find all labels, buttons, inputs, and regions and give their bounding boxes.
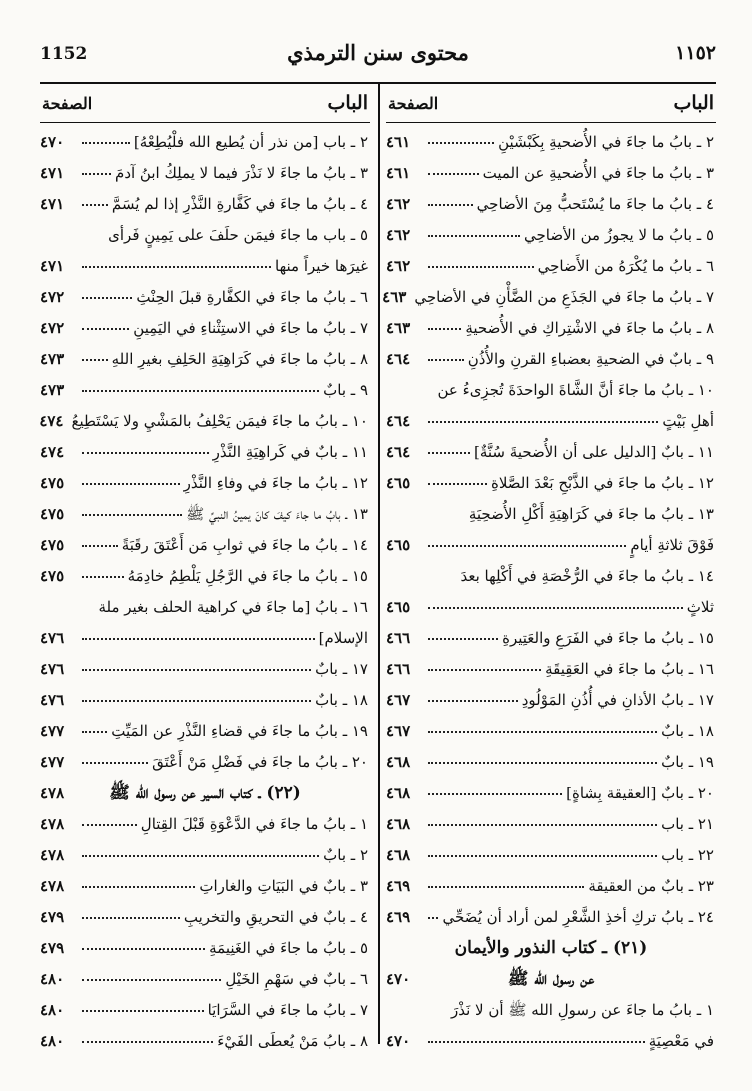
dot-leader (428, 886, 584, 888)
dot-leader (82, 886, 195, 888)
entry-page-number: ٤٧٠ (386, 1032, 411, 1050)
toc-list (382, 127, 716, 1057)
entry-page-number: ٤٧٨ (40, 846, 65, 864)
dot-leader (428, 421, 658, 423)
entry-page-number: ٤٦٥ (386, 474, 411, 492)
entry-page-number: ٤٧٧ (40, 722, 65, 740)
toc-list (40, 127, 370, 1057)
entry-title: ٢ ـ باب [من نذر أن يُطيع الله فلْيُطِعْهُ] (133, 133, 368, 151)
dot-leader (82, 452, 209, 454)
entry-title: غيرَها خيراً منها (275, 257, 368, 275)
toc-entry (386, 840, 716, 871)
toc-entry (40, 809, 370, 840)
dot-leader (82, 700, 311, 702)
dot-leader (82, 576, 124, 578)
heading-bab: الباب (327, 92, 368, 114)
dot-leader (82, 545, 118, 547)
entry-title: ٧ ـ بابُ ما جاءَ في الاستِثْناءِ في اليَمِينِ (133, 319, 368, 337)
entry-title: ٢٢ ـ باب (661, 846, 714, 864)
toc-entry (40, 530, 370, 561)
entry-title: ٢ ـ بابٌ (323, 846, 368, 864)
toc-entry (386, 344, 716, 375)
dot-leader (82, 142, 130, 144)
toc-entry (382, 282, 716, 313)
entry-page-number: ٤٧٩ (40, 939, 65, 957)
toc-entry (40, 313, 370, 344)
entry-title: ٦ ـ بابُ ما جاءَ في الكفَّارةِ قبلَ الحِنْثِ (136, 288, 368, 306)
entry-page-number: ٤٦٤ (386, 412, 411, 430)
entry-page-number: ٤٦٢ (386, 257, 411, 275)
column-separator (378, 84, 380, 1044)
entry-page-number: ٤٧٤ (39, 412, 64, 430)
entry-title: ٩ ـ بابٌ في الضحيةِ بعضباءِ القرنِ والأُذُنِ (467, 350, 714, 368)
entry-title: الإسلام] (318, 629, 368, 647)
entry-page-number: ٤٧٨ (40, 784, 65, 802)
entry-title: ١٠ ـ بابُ ما جاءَ أنَّ الشَّاةَ الواحدَةَ تُجزِىءُ عن (437, 381, 714, 399)
toc-entry (40, 747, 370, 778)
column-header (40, 88, 370, 123)
toc-entry (40, 437, 370, 468)
toc-entry (40, 716, 370, 747)
toc-entry (386, 685, 716, 716)
entry-page-number: ٤٧٥ (40, 536, 65, 554)
dot-leader (428, 235, 520, 237)
dot-leader (428, 142, 494, 144)
entry-page-number: ٤٧٥ (40, 474, 65, 492)
toc-entry (386, 437, 716, 468)
entry-title: ٣ ـ بابُ ما جاءَ في الأُضحيةِ عن الميت (482, 164, 714, 182)
toc-entry (40, 375, 370, 406)
entry-page-number: ٤٦٢ (386, 195, 411, 213)
entry-page-number: ٤٧٥ (40, 567, 65, 585)
entry-page-number: ٤٧٦ (40, 691, 65, 709)
toc-entry (40, 561, 370, 592)
entry-page-number: ٤٦٥ (386, 598, 411, 616)
entry-title: ٥ ـ بابُ ما لا يجوزُ من الأضاحِي (524, 226, 714, 244)
dot-leader (82, 514, 182, 516)
entry-page-number: ٤٧٨ (40, 815, 65, 833)
section-heading (386, 933, 716, 964)
toc-column-left (40, 88, 370, 1057)
section-heading (40, 778, 370, 809)
dot-leader (428, 700, 518, 702)
toc-entry (386, 778, 716, 809)
dot-leader (82, 824, 137, 826)
toc-entry (386, 747, 716, 778)
entry-page-number: ٤٦٨ (386, 815, 411, 833)
entry-title: ٤ ـ بابُ ما جاءَ في كَفَّارةِ النَّذْرِ إذا لم يُسَمَّ (111, 195, 368, 213)
entry-page-number: ٤٦٧ (386, 722, 411, 740)
toc-entry (40, 964, 370, 995)
entry-title: ٢٤ ـ بابُ تركِ أخذِ الشَّعْرِ لمن أراد أن يُضَحِّي (442, 908, 714, 926)
entry-page-number: ٤٦٦ (386, 629, 411, 647)
heading-page: الصفحة (388, 94, 439, 113)
toc-entry (40, 344, 370, 375)
toc-entry (40, 840, 370, 871)
dot-leader (428, 173, 479, 175)
entry-title: ٨ ـ بابُ ما جاءَ في الاشْتِراكِ في الأُضحيةِ (465, 319, 714, 337)
toc-entry (386, 623, 716, 654)
toc-entry (40, 933, 370, 964)
entry-page-number: ٤٦٨ (386, 846, 411, 864)
toc-entry (386, 530, 716, 561)
dot-leader (82, 483, 180, 485)
entry-title: ١٧ ـ بابُ الأذانِ في أُذُنِ المَوْلُودِ (521, 691, 714, 709)
entry-title: أهلِ بَيْتٍ (662, 412, 714, 430)
entry-title: ٨ ـ بابُ مَنْ يُعطَى الفَيْءَ (217, 1032, 368, 1050)
dot-leader (82, 731, 107, 733)
entry-page-number: ٤٦٥ (386, 536, 411, 554)
entry-title: ٢٠ ـ بابٌ [العقيقة بِشاةٍ] (566, 784, 714, 802)
entry-page-number: ٤٦٤ (386, 443, 411, 461)
dot-leader (82, 359, 108, 361)
entry-title: ٣ ـ بابُ ما جاءَ لا نَذْرَ فيما لا يملِكُ ابنُ آدمَ (115, 164, 368, 182)
entry-title: ٧ ـ بابُ ما جاءَ في الجَذَعِ من الضَّأْنِ في الأضاحِي (414, 288, 714, 306)
entry-title: عن رسول الله ﷺ (507, 969, 595, 989)
entry-page-number: ٤٧٠ (386, 970, 411, 988)
entry-page-number: ٤٧١ (40, 257, 65, 275)
dot-leader (428, 731, 657, 733)
entry-title: ١٢ ـ بابُ ما جاءَ في وفاءِ النَّذْرِ (183, 474, 368, 492)
entry-title: ١٦ ـ بابُ [ما جاءَ في كراهية الحلف بغير ملة (98, 598, 368, 616)
dot-leader (82, 638, 315, 640)
entry-title: ١ ـ بابُ ما جاءَ عن رسولِ الله ﷺ أن لا نَذْرَ (451, 1001, 714, 1019)
entry-title: ٤ ـ بابٌ في التحريقِ والتخريبِ (183, 908, 368, 926)
dot-leader (428, 855, 657, 857)
toc-entry (386, 220, 716, 251)
entry-title: ١٣ ـ بابُ ما جاءَ في كَرَاهِيَةِ أَكْلِ الأُضحِيَةِ (468, 505, 714, 523)
entry-title: ١١ ـ بابٌ [الدليل على أن الأُضحيةَ سُنَّةٌ] (474, 443, 714, 461)
entry-title: ١٩ ـ بابُ ما جاءَ في قضاءِ النَّذْرِ عن المَيِّتِ (111, 722, 368, 740)
entry-page-number: ٤٧٢ (40, 288, 65, 306)
entry-title: ٨ ـ بابُ ما جاءَ في كَرَاهِيَةِ الحَلِفِ بغيرِ اللهِ (111, 350, 368, 368)
entry-title: في مَعْصِيَةٍ (648, 1032, 714, 1050)
toc-column-right (382, 88, 716, 1057)
toc-entry (386, 313, 716, 344)
page-title: محتوى سنن الترمذي (287, 40, 469, 65)
entry-title: ١١ ـ بابٌ في كَراهِيَةِ النَّذْرِ (212, 443, 368, 461)
entry-title: ١٦ ـ بابُ ما جاءَ في العَقِيقَةِ (545, 660, 714, 678)
entry-title: ٢ ـ بابُ ما جاءَ في الأُضحيةِ بِكَبْشَيْنِ (498, 133, 714, 151)
entry-page-number: ٤٦١ (386, 164, 411, 182)
dot-leader (82, 266, 271, 268)
dot-leader (82, 669, 311, 671)
entry-title: ٢١ ـ باب (661, 815, 714, 833)
entry-page-number: ٤٧١ (40, 164, 65, 182)
toc-entry (386, 654, 716, 685)
entry-title: ٧ ـ بابُ ما جاءَ في السَّرَايَا (207, 1001, 368, 1019)
dot-leader (428, 917, 438, 919)
toc-entry (386, 127, 716, 158)
entry-title: ١٥ ـ بابُ ما جاءَ في الرَّجُلِ يَلْطِمُ خادِمَهُ (127, 567, 368, 585)
toc-entry (40, 623, 370, 654)
entry-page-number: ٤٦٤ (386, 350, 411, 368)
dot-leader (82, 1010, 204, 1012)
toc-entry (40, 468, 370, 499)
entry-title: ١٤ ـ بابُ ما جاءَ في ثوابِ مَن أَعْتَقَ رقَبَةً (121, 536, 368, 554)
entry-page-number: ٤٦٩ (386, 877, 411, 895)
entry-page-number: ٤٧٧ (40, 753, 65, 771)
dot-leader (428, 328, 461, 330)
entry-title: ١٢ ـ بابُ ما جاءَ في الذَّبْحِ بَعْدَ الصَّلاةِ (490, 474, 714, 492)
entry-page-number: ٤٦١ (386, 133, 411, 151)
entry-title: ١٧ ـ بابٌ (315, 660, 368, 678)
dot-leader (82, 390, 319, 392)
dot-leader (82, 328, 129, 330)
toc-entry (40, 251, 370, 282)
entry-page-number: ٤٧١ (40, 195, 65, 213)
entry-page-number: ٤٧٤ (40, 443, 65, 461)
toc-entry (386, 499, 716, 530)
entry-title: (٢٢) ـ كتاب السير عن رسول الله ﷺ (109, 783, 301, 803)
toc-entry (386, 809, 716, 840)
entry-title: ١٩ ـ بابٌ (661, 753, 714, 771)
entry-page-number: ٤٦٧ (386, 691, 411, 709)
dot-leader (82, 948, 205, 950)
toc-entry (40, 189, 370, 220)
page-number-arabic: ١١٥٢ (675, 42, 716, 64)
entry-title: ١٨ ـ بابٌ (315, 691, 368, 709)
entry-page-number: ٤٧٣ (40, 350, 65, 368)
entry-title: ثلاثٍ (686, 598, 714, 616)
dot-leader (82, 917, 180, 919)
dot-leader (82, 979, 221, 981)
toc-entry (386, 902, 716, 933)
entry-title: ١٠ ـ بابُ ما جاءَ فيمَن يَحْلِفُ بالمَشْيِ ولا يَسْتَطِيعُ (71, 412, 368, 430)
entry-title: ٩ ـ بابٌ (323, 381, 368, 399)
dot-leader (428, 266, 534, 268)
entry-page-number: ٤٧٠ (40, 133, 65, 151)
entry-page-number: ٤٦٩ (386, 908, 411, 926)
dot-leader (428, 359, 464, 361)
entry-title: (٢١) ـ كتاب النذور والأيمان (454, 938, 648, 958)
entry-page-number: ٤٧٦ (40, 629, 65, 647)
entry-page-number: ٤٧٦ (40, 660, 65, 678)
dot-leader (428, 762, 657, 764)
entry-page-number: ٤٧٣ (40, 381, 65, 399)
toc-entry (386, 716, 716, 747)
toc-entry (386, 189, 716, 220)
entry-page-number: ٤٦٨ (386, 753, 411, 771)
entry-page-number: ٤٨٠ (40, 1001, 65, 1019)
dot-leader (82, 297, 132, 299)
entry-page-number: ٤٦٣ (386, 319, 411, 337)
entry-page-number: ٤٦٨ (386, 784, 411, 802)
toc-entry (386, 158, 716, 189)
dot-leader (428, 545, 626, 547)
dot-leader (82, 204, 108, 206)
entry-page-number: ٤٧٥ (40, 505, 65, 523)
entry-title: فَوْقَ ثلاثةِ أيامٍ (630, 536, 714, 554)
section-heading (386, 964, 716, 995)
entry-title: ٢٠ ـ بابُ ما جاءَ في فَضْلِ مَنْ أَعْتَقَ (152, 753, 368, 771)
entry-title: ٦ ـ بابُ ما يُكْرَهُ من الأَضاحِي (537, 257, 714, 275)
dot-leader (428, 793, 562, 795)
entry-title: ٥ ـ باب ما جاءَ فيمَن حلَفَ على يَمِينٍ فَرأى (108, 226, 368, 244)
entry-title: ١٣ ـ بابُ ما جاءَ كيفَ كانَ يمينُ النبيِّ ﷺ (186, 505, 368, 523)
toc-entry (386, 592, 716, 623)
entry-title: ٦ ـ بابٌ في سَهْمِ الخَيْلِ (225, 970, 368, 988)
toc-entry (386, 1026, 716, 1057)
toc-entry (386, 995, 716, 1026)
toc-entry (40, 127, 370, 158)
toc-entry (40, 871, 370, 902)
entry-page-number: ٤٨٠ (40, 970, 65, 988)
toc-entry (40, 654, 370, 685)
toc-entry (386, 468, 716, 499)
toc-entry (40, 592, 370, 623)
dot-leader (428, 669, 541, 671)
dot-leader (428, 204, 473, 206)
entry-page-number: ٤٧٢ (40, 319, 65, 337)
heading-page: الصفحة (42, 94, 93, 113)
toc-entry (40, 282, 370, 313)
dot-leader (428, 638, 498, 640)
entry-page-number: ٤٦٢ (386, 226, 411, 244)
entry-page-number: ٤٧٨ (40, 877, 65, 895)
entry-title: ٣ ـ بابٌ في البَيَاتِ والغاراتِ (199, 877, 368, 895)
toc-entry (386, 251, 716, 282)
toc-entry (40, 158, 370, 189)
dot-leader (428, 452, 470, 454)
toc-entry (40, 406, 370, 437)
dot-leader (428, 483, 487, 485)
toc-entry (40, 685, 370, 716)
entry-title: ٤ ـ بابُ ما جاءَ ما يُسْتَحبُّ مِنَ الأضاحِي (476, 195, 714, 213)
toc-entry (40, 995, 370, 1026)
entry-page-number: ٤٦٦ (386, 660, 411, 678)
dot-leader (82, 1041, 213, 1043)
page-header (40, 40, 716, 80)
page-number-latin: 1152 (40, 44, 88, 64)
dot-leader (82, 173, 111, 175)
toc-entry (40, 902, 370, 933)
toc-entry (386, 871, 716, 902)
dot-leader (82, 762, 148, 764)
entry-title: ١٥ ـ بابُ ما جاءَ في الفَرَعِ والعَتِيرةِ (502, 629, 714, 647)
heading-bab: الباب (673, 92, 714, 114)
entry-title: ١ ـ بابُ ما جاءَ في الدَّعْوَةِ قَبْلَ القِتالِ (140, 815, 368, 833)
dot-leader (428, 1041, 645, 1043)
entry-page-number: ٤٧٩ (40, 908, 65, 926)
dot-leader (428, 824, 657, 826)
toc-entry (386, 406, 716, 437)
entry-page-number: ٤٦٣ (382, 288, 407, 306)
entry-page-number: ٤٨٠ (40, 1032, 65, 1050)
entry-title: ١٨ ـ بابٌ (661, 722, 714, 740)
toc-entry (40, 220, 370, 251)
entry-title: ٥ ـ بابُ ما جاءَ في الغَنِيمَةِ (209, 939, 368, 957)
entry-title: ١٤ ـ بابُ ما جاءَ في الرُّخْصَةِ في أَكْلِها بعدَ (460, 567, 714, 585)
toc-entry (386, 561, 716, 592)
toc-entry (386, 375, 716, 406)
toc-entry (40, 1026, 370, 1057)
entry-title: ٢٣ ـ بابٌ من العقيقة (588, 877, 714, 895)
dot-leader (82, 855, 319, 857)
dot-leader (428, 607, 683, 609)
toc-entry (40, 499, 370, 530)
column-header (386, 88, 716, 123)
